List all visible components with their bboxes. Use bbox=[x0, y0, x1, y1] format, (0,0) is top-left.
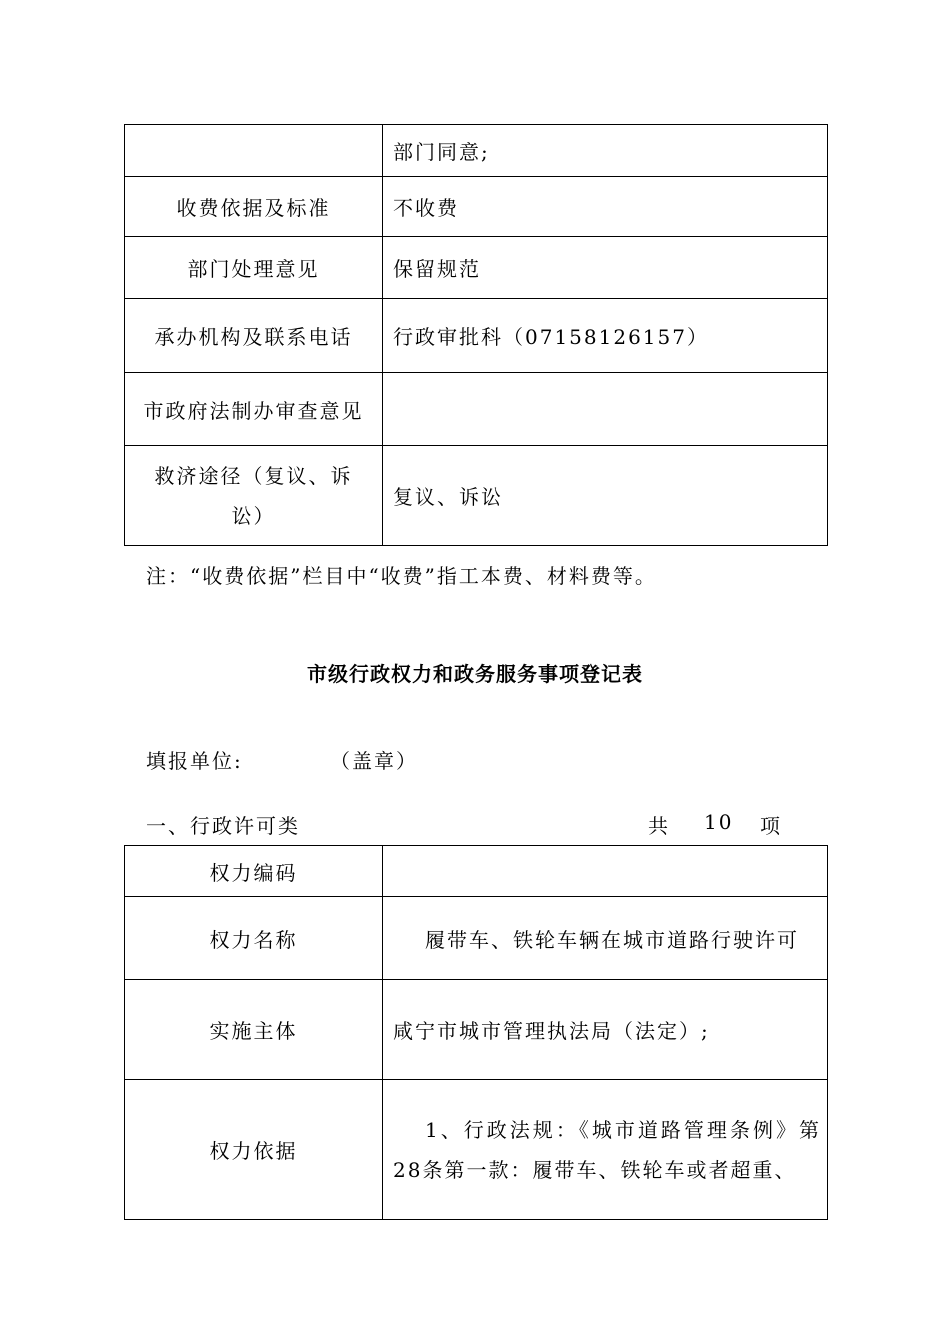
dept-opinion-value: 保留规范 bbox=[383, 237, 828, 299]
table-row bbox=[125, 177, 828, 237]
table-row bbox=[125, 373, 828, 446]
power-code-value bbox=[383, 846, 828, 897]
total-prefix: 共 bbox=[648, 814, 670, 838]
fee-basis-value: 不收费 bbox=[383, 177, 828, 237]
fee-basis-label: 收费依据及标准 bbox=[125, 177, 383, 237]
remedy-label-line2: 讼） bbox=[231, 503, 276, 528]
legal-review-label: 市政府法制办审查意见 bbox=[125, 373, 383, 446]
dept-opinion-label: 部门处理意见 bbox=[125, 237, 383, 299]
legal-review-value bbox=[383, 373, 828, 446]
remedy-label-line1: 救济途径（复议、诉 bbox=[154, 463, 353, 488]
power-name-value: 履带车、铁轮车辆在城市道路行驶许可 bbox=[383, 897, 828, 980]
table-row bbox=[125, 299, 828, 373]
table-row bbox=[125, 446, 828, 546]
power-code-label: 权力编码 bbox=[125, 846, 383, 897]
remedy-value: 复议、诉讼 bbox=[383, 446, 828, 546]
total-count: 10 bbox=[704, 810, 734, 834]
fee-note: 注：“收费依据”栏目中“收费”指工本费、材料费等。 bbox=[146, 564, 657, 588]
table-row bbox=[125, 980, 828, 1080]
table-row bbox=[125, 237, 828, 299]
remedy-label bbox=[125, 446, 383, 546]
fee-and-handling-table bbox=[124, 124, 828, 546]
total-suffix: 项 bbox=[760, 814, 782, 838]
row-label bbox=[125, 125, 383, 177]
table-row bbox=[125, 897, 828, 980]
implementer-label: 实施主体 bbox=[125, 980, 383, 1080]
power-registration-table bbox=[124, 845, 828, 1220]
table-row bbox=[125, 125, 828, 177]
power-basis-value: 1、行政法规：《城市道路管理条例》第28条第一款：履带车、铁轮车或者超重、 bbox=[383, 1080, 828, 1220]
power-name-label: 权力名称 bbox=[125, 897, 383, 980]
table-row bbox=[125, 1080, 828, 1220]
agency-contact-value: 行政审批科（07158126157） bbox=[383, 299, 828, 373]
agency-contact-label: 承办机构及联系电话 bbox=[125, 299, 383, 373]
seal-placeholder: （盖章） bbox=[330, 749, 418, 773]
form-title: 市级行政权力和政务服务事项登记表 bbox=[307, 662, 643, 686]
power-basis-label: 权力依据 bbox=[125, 1080, 383, 1220]
fill-unit-label: 填报单位: bbox=[146, 749, 243, 773]
implementer-value: 咸宁市城市管理执法局（法定）; bbox=[383, 980, 828, 1080]
category-name: 一、行政许可类 bbox=[146, 814, 300, 838]
row-value: 部门同意; bbox=[383, 125, 828, 177]
table-row bbox=[125, 846, 828, 897]
